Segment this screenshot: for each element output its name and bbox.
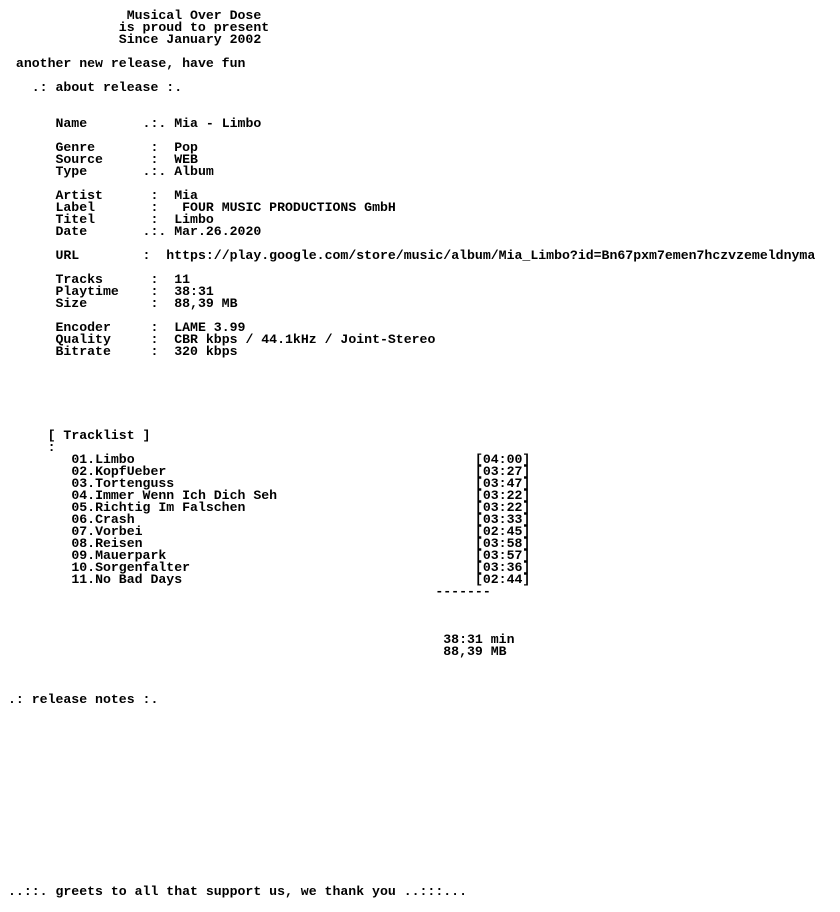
field-name-value: Mia - Limbo bbox=[174, 116, 262, 131]
field-date-label: Date bbox=[55, 224, 88, 239]
field-tracks-sep: : bbox=[150, 272, 159, 287]
field-genre-sep: : bbox=[150, 140, 159, 155]
field-artist-sep: : bbox=[150, 188, 159, 203]
track-title: Limbo bbox=[95, 452, 135, 467]
field-bitrate-value: 320 kbps bbox=[174, 344, 238, 359]
field-encoder-value: LAME 3.99 bbox=[174, 320, 246, 335]
track-title: Sorgenfalter bbox=[95, 560, 191, 575]
field-artist-label: Artist bbox=[55, 188, 103, 203]
field-size-label: Size bbox=[55, 296, 88, 311]
field-tracks-label: Tracks bbox=[55, 272, 103, 287]
field-size-sep: : bbox=[150, 296, 159, 311]
field-bitrate-label: Bitrate bbox=[55, 344, 111, 359]
field-genre-label: Genre bbox=[55, 140, 96, 155]
track-title: Richtig Im Falschen bbox=[95, 500, 246, 515]
track-title: No Bad Days bbox=[95, 572, 183, 587]
track-number: 04. bbox=[71, 488, 96, 503]
track-title: Vorbei bbox=[95, 524, 143, 539]
field-titel-label: Titel bbox=[55, 212, 96, 227]
field-label-value: FOUR MUSIC PRODUCTIONS GmbH bbox=[174, 200, 396, 215]
track-number: 05. bbox=[71, 500, 96, 515]
track-title: Immer Wenn Ich Dich Seh bbox=[95, 488, 278, 503]
track-number: 11. bbox=[71, 572, 96, 587]
track-duration: [03:22] bbox=[474, 488, 531, 503]
track-number: 06. bbox=[71, 512, 96, 527]
track-number: 02. bbox=[71, 464, 96, 479]
track-duration: [04:00] bbox=[474, 452, 531, 467]
track-duration: [03:22] bbox=[474, 500, 531, 515]
field-encoder-sep: : bbox=[150, 320, 159, 335]
track-title: Crash bbox=[95, 512, 135, 527]
about-heading: .: about release :. bbox=[31, 80, 183, 95]
field-playtime-label: Playtime bbox=[55, 284, 119, 299]
track-title: Mauerpark bbox=[95, 548, 167, 563]
field-url-label: URL bbox=[55, 248, 80, 263]
field-bitrate-sep: : bbox=[150, 344, 159, 359]
track-duration: [03:47] bbox=[474, 476, 531, 491]
field-quality-label: Quality bbox=[55, 332, 111, 347]
field-source-label: Source bbox=[55, 152, 103, 167]
tracklist-marker: : bbox=[47, 440, 56, 455]
field-label-label: Label bbox=[55, 200, 96, 215]
track-title: KopfUeber bbox=[95, 464, 167, 479]
track-duration: [03:57] bbox=[474, 548, 531, 563]
field-titel-sep: : bbox=[150, 212, 159, 227]
track-number: 03. bbox=[71, 476, 96, 491]
tracklist-divider: ------- bbox=[435, 584, 491, 599]
tagline: another new release, have fun bbox=[15, 56, 246, 71]
total-playtime: 38:31 min bbox=[443, 632, 515, 647]
track-number: 10. bbox=[71, 560, 96, 575]
field-name-label: Name bbox=[55, 116, 88, 131]
header-present: is proud to present bbox=[118, 20, 270, 35]
field-date-value: Mar.26.2020 bbox=[174, 224, 262, 239]
track-duration: [02:45] bbox=[474, 524, 531, 539]
track-number: 09. bbox=[71, 548, 96, 563]
track-title: Tortenguss bbox=[95, 476, 175, 491]
field-label-sep: : bbox=[150, 200, 159, 215]
track-duration: [02:44] bbox=[474, 572, 531, 587]
field-titel-value: Limbo bbox=[174, 212, 214, 227]
field-name-sep: .:. bbox=[142, 116, 167, 131]
field-playtime-sep: : bbox=[150, 284, 159, 299]
greets-footer: ..::. greets to all that support us, we thank you ..:::... bbox=[8, 884, 467, 899]
track-duration: [03:33] bbox=[474, 512, 531, 527]
field-size-value: 88,39 MB bbox=[174, 296, 238, 311]
track-duration: [03:58] bbox=[474, 536, 531, 551]
header-group-name: Musical Over Dose bbox=[126, 8, 262, 23]
field-url-sep: : bbox=[142, 248, 151, 263]
release-notes-heading: .: release notes :. bbox=[8, 692, 159, 707]
tracklist-heading: [ Tracklist ] bbox=[47, 428, 151, 443]
track-number: 01. bbox=[71, 452, 96, 467]
field-type-value: Album bbox=[174, 164, 214, 179]
field-source-sep: : bbox=[150, 152, 159, 167]
field-type-sep: .:. bbox=[142, 164, 167, 179]
field-genre-value: Pop bbox=[174, 140, 198, 155]
field-source-value: WEB bbox=[174, 152, 198, 167]
nfo-document bbox=[8, 10, 815, 898]
field-encoder-label: Encoder bbox=[55, 320, 111, 335]
field-tracks-value: 11 bbox=[174, 272, 191, 287]
track-duration: [03:36] bbox=[474, 560, 531, 575]
field-playtime-value: 38:31 bbox=[174, 284, 214, 299]
track-number: 07. bbox=[71, 524, 96, 539]
field-url-value: https://play.google.com/store/music/album/Mia_Limbo?id=Bn67pxm7emen7hczvzemeldnyma bbox=[166, 248, 816, 263]
tracklist-rows bbox=[8, 452, 530, 587]
header-since: Since January 2002 bbox=[118, 32, 262, 47]
track-duration: [03:27] bbox=[474, 464, 531, 479]
track-title: Reisen bbox=[95, 536, 143, 551]
field-type-label: Type bbox=[55, 164, 88, 179]
total-size: 88,39 MB bbox=[443, 644, 507, 659]
field-quality-sep: : bbox=[150, 332, 159, 347]
field-artist-value: Mia bbox=[174, 188, 198, 203]
field-quality-value: CBR kbps / 44.1kHz / Joint-Stereo bbox=[174, 332, 436, 347]
track-number: 08. bbox=[71, 536, 96, 551]
field-date-sep: .:. bbox=[142, 224, 167, 239]
